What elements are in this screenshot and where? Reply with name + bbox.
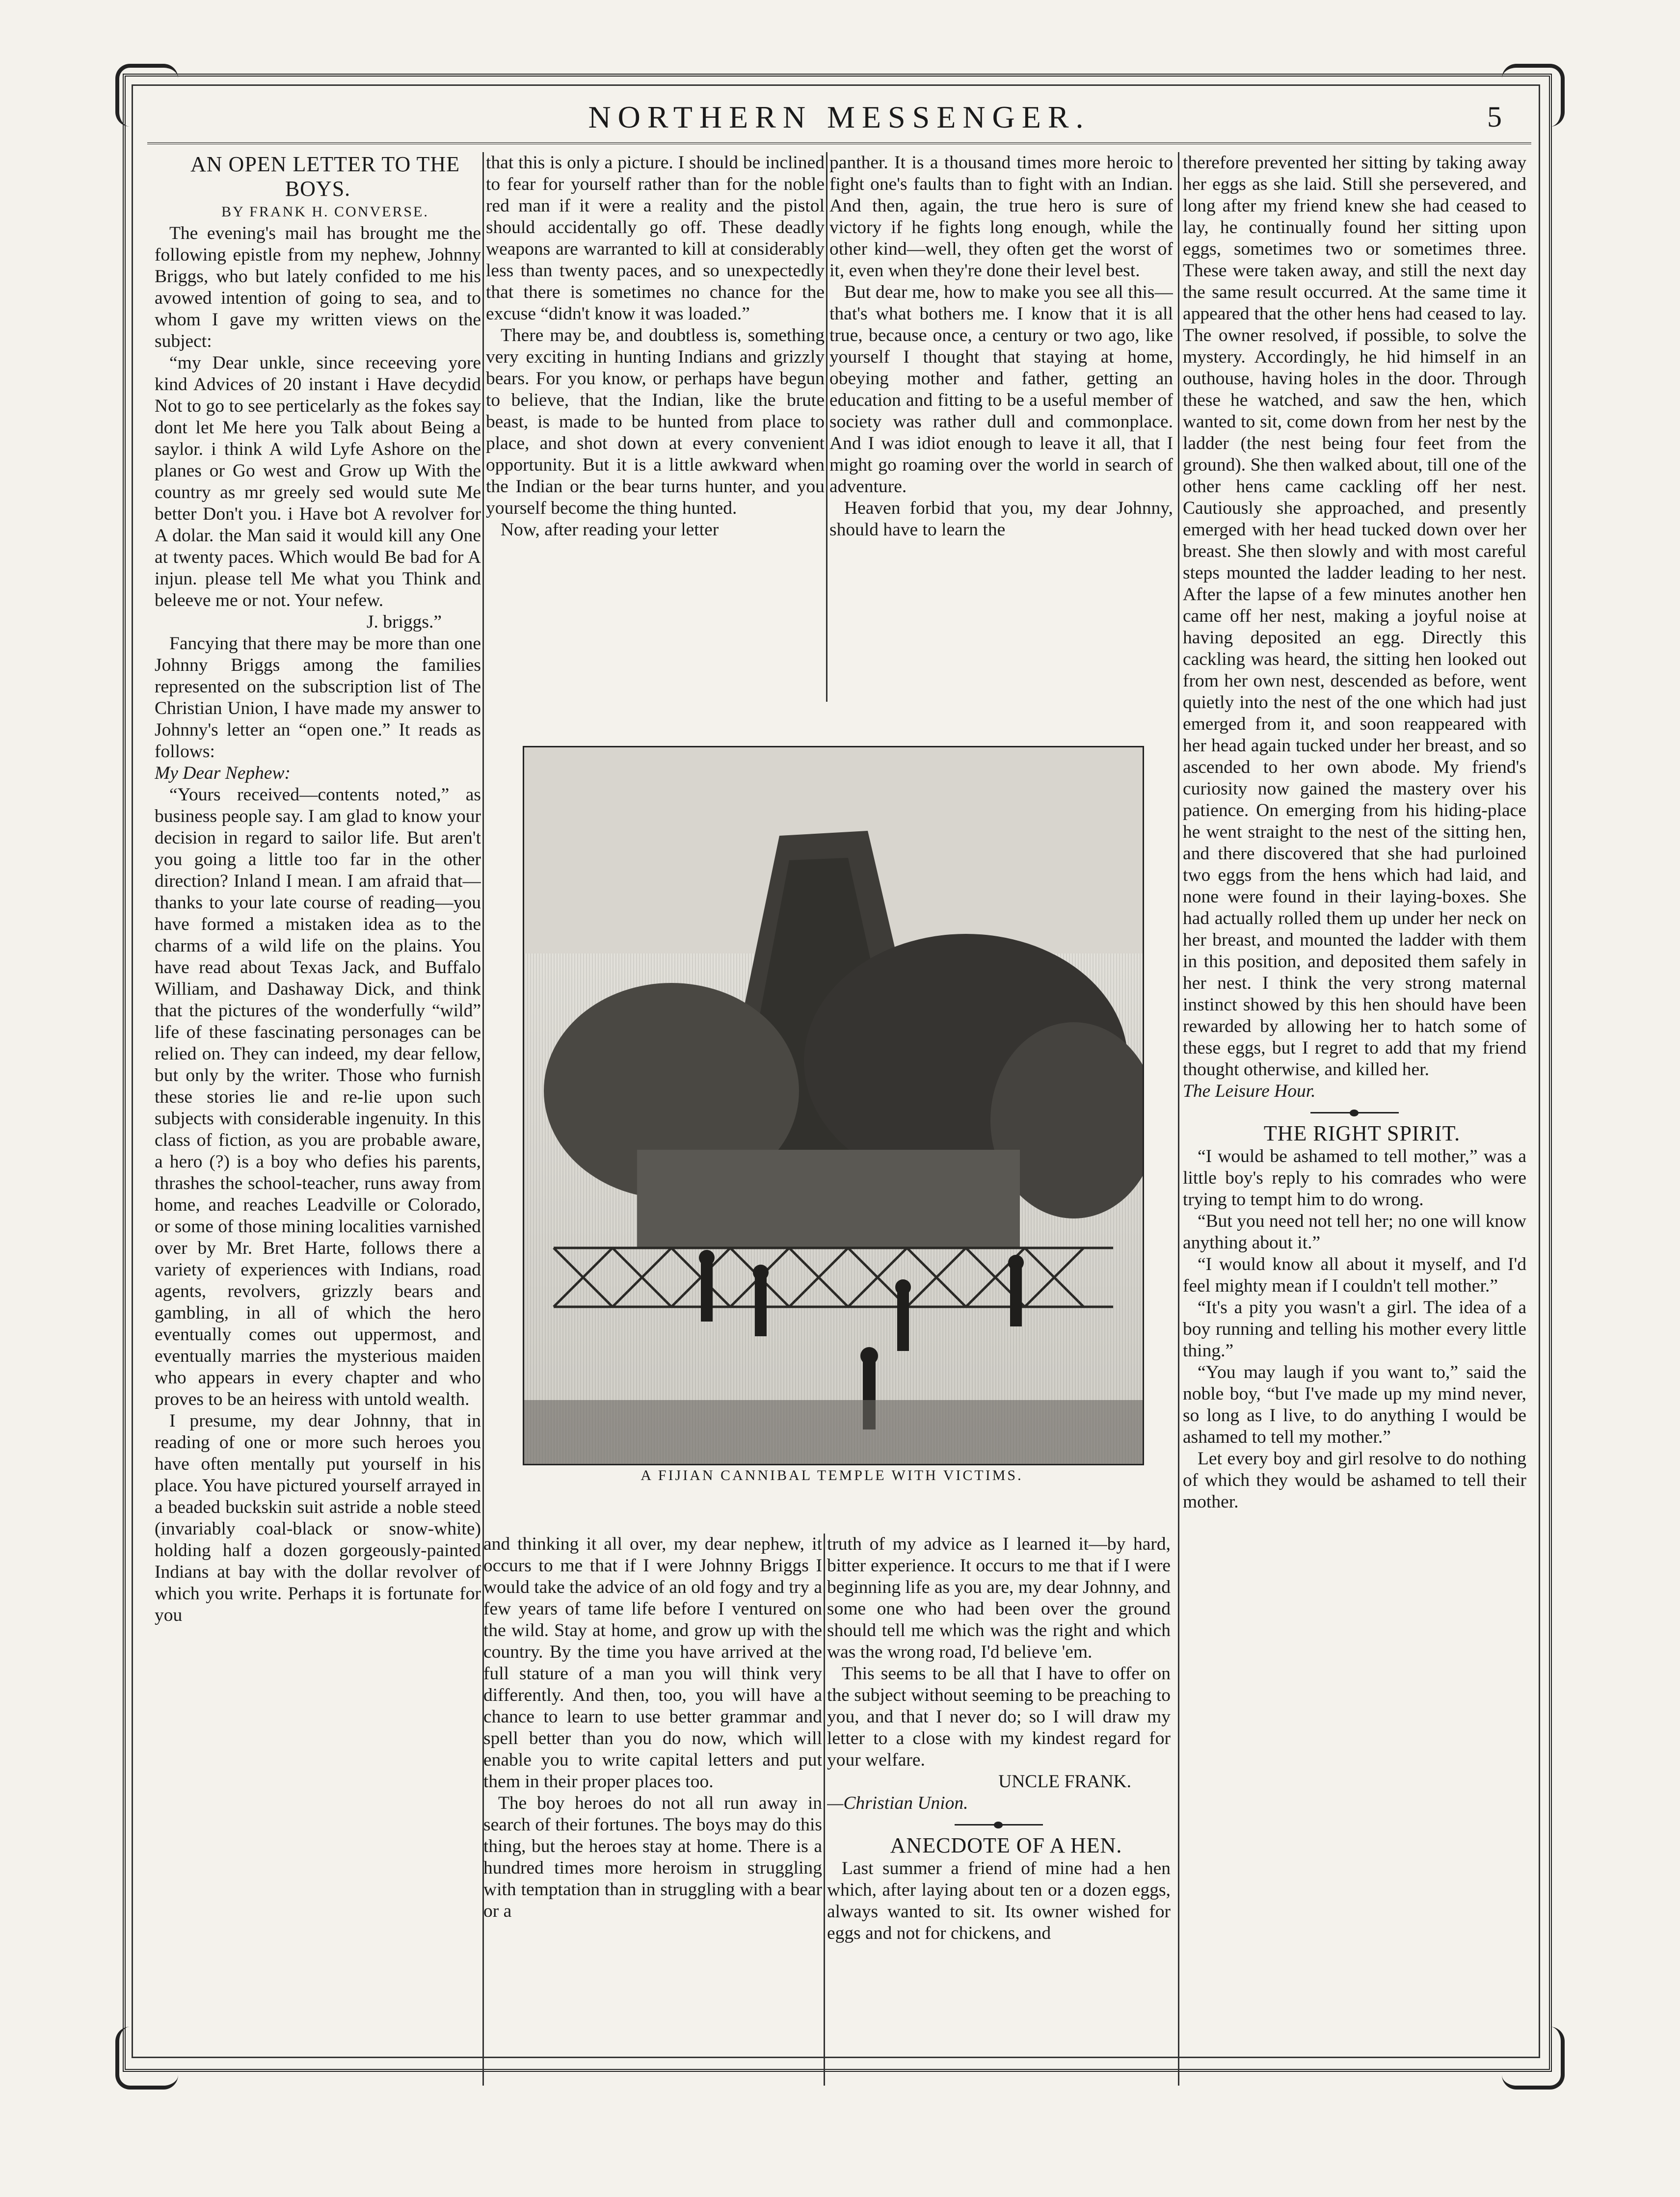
paragraph: “Yours received—contents noted,” as business people say. I am glad to know your decision in regard to sailor life. But aren't you going a little too far in the other direction? Inland I mean. I am afraid that—thanks to your late course of reading—you have formed a mistaken idea as to the charms of a wild life on the plains. You have read about Texas Jack, and Buffalo William, and Dashaway Dick, and think that the pictures of the wonderfully “wild” life of these fascinating personages can be relied on. They can indeed, my dear fellow, but only by the writer. Those who furnish these stories lie and re-lie upon such subjects with considerable ingenuity. In this class of fiction, as you are probable aware, a hero (?) is a boy who defies his parents, thrashes the school-teacher, runs away from home, and reaches Leadville or Colorado, or some of those mining localities varnished over by Mr. Bret Harte, follows there a variety of experiences with Indians, road agents, revolvers, grizzly bears and gambling, in all of which the hero eventually comes out uppermost, and eventually marries the mysterious maiden who appears in every chapter and who proves to be an heiress with untold wealth.	[155, 785, 481, 1409]
paragraph: panther. It is a thousand times more heroic to fight one's faults than to fight with an Indian. And then, again, the true hero is sure of victory if he fights long enough, while the other kind—well, they often get the worst of it, even when they're done their level best.	[829, 153, 1173, 281]
paragraph: “I would be ashamed to tell mother,” was a little boy's reply to his comrades who were trying to tempt him to do wrong.	[1183, 1146, 1526, 1210]
article-title: ANECDOTE OF A HEN.	[890, 1833, 1122, 1857]
paragraph: “But you need not tell her; no one will know anything about it.”	[1183, 1211, 1526, 1253]
paragraph: Fancying that there may be more than one Johnny Briggs among the families represented on the subscription list of The Christian Union, I have made my answer to Johnny's letter an “open one.” It reads as follows:	[155, 634, 481, 762]
letter-signature: UNCLE FRANK.	[998, 1772, 1131, 1792]
article-title: AN OPEN LETTER TO THE BOYS.	[190, 152, 460, 201]
paragraph: “You may laugh if you want to,” said the noble boy, “but I've made up my mind never, so long as I live, to do anything I would be ashamed to tell my mother.”	[1183, 1362, 1526, 1447]
source-credit: —Christian Union.	[827, 1793, 968, 1813]
paragraph: Last summer a friend of mine had a hen which, after laying about ten or a dozen eggs, always wanted to sit. Its owner wished for eggs and not for chickens, and	[827, 1858, 1171, 1943]
paragraph: truth of my advice as I learned it—by hard, bitter experience. It occurs to me that if I were beginning life as you are, my dear Johnny, and some one who had been over the ground should tell me which was the right and which was the wrong road, I'd believe 'em.	[827, 1534, 1171, 1662]
paragraph: The boy heroes do not all run away in search of their fortunes. The boys may do this thing, but the heroes stay at home. There is a hundred times more heroism in struggling with temptation than in struggling with a bear or a	[483, 1793, 822, 1921]
paragraph: Let every boy and girl resolve to do nothing of which they would be ashamed to tell their mother.	[1183, 1449, 1526, 1512]
column-2-top	[486, 152, 825, 694]
section-divider	[955, 1824, 1043, 1826]
source-credit: The Leisure Hour.	[1183, 1081, 1316, 1101]
salutation: My Dear Nephew:	[155, 763, 291, 783]
paragraph: “my Dear unkle, since receeving yore kind Advices of 20 instant i Have decydid Not to go to see perticelarly as the fokes say dont let Me here you Talk about Being a saylor. i think A wild Lyfe Ashore on the planes or Go west and Grow up With the country as mr greely sed would sute Me better Don't you. i Have bot A revolver for A dolar. the Man said it would kill any One at twenty paces. Which would Be bad for A injun. please tell Me what you Think and beleeve me or not. Your nefew.	[155, 353, 481, 610]
column-rule	[826, 152, 827, 702]
temple-engraving	[524, 747, 1143, 1464]
paragraph: Heaven forbid that you, my dear Johnny, should have to learn the	[829, 498, 1173, 540]
section-divider	[1310, 1112, 1399, 1113]
masthead: NORTHERN MESSENGER.	[588, 100, 1091, 134]
column-3-top	[829, 152, 1173, 694]
byline: BY FRANK H. CONVERSE.	[221, 204, 429, 220]
paragraph: therefore prevented her sitting by taking away her eggs as she laid. Still she persevered, and long after my friend knew she had ceased to lay, he continually found her sitting upon eggs, sometimes two or sometimes three. These were taken away, and still the next day the same result occurred. At the same time it appeared that the other hens had ceased to lay. The owner resolved, if possible, to solve the mystery. Accordingly, he hid himself in an outhouse, having holes in the door. Through these he watched, and saw the hen, which wanted to sit, come down from her nest by the ladder (the nest being four feet from the ground). She then walked about, till one of the other hens came cackling off her nest. Cautiously she approached, and presently emerged with her head tucked down over her breast. She then slowly and with most careful steps mounted the ladder leading to her nest. After the lapse of a few minutes another hen came off her nest, making a joyful noise at having deposited an egg. Directly this cackling was heard, the sitting hen looked out from her own nest, descended as before, went quietly into the nest of the one which had just emerged from it, and soon reappeared with her head again tucked under her breast, and so ascended to her own abode. My friend's curiosity now gained the mastery over his patience. On emerging from his hiding-place he went straight to the nest of the sitting hen, and there discovered that she had purloined two eggs from the hens which had laid, and none were found in their laying-boxes. She had actually rolled them up under her neck on her breast, and mounted the ladder with them in this position, and deposited them safely in her nest. I think the very strong maternal instinct showed by this hen should have been rewarded by allowing her to hatch some of these eggs, but I regret to add that my friend thought otherwise, and killed her.	[1183, 153, 1526, 1080]
paragraph: “It's a pity you wasn't a girl. The idea of a boy running and telling his mother every little thing.”	[1183, 1297, 1526, 1361]
paragraph: and thinking it all over, my dear nephew, it occurs to me that if I were Johnny Briggs I would take the advice of an old fogy and try a few years of tame life before I ventured on the wild. Stay at home, and grow up with the country. By the time you have arrived at the full stature of a man you will think very differently. And then, too, you will have a chance to learn to use better grammar and spell better than you do now, which will enable you to write capital letters and put them in their proper places too.	[483, 1534, 822, 1792]
letter-signature: J. briggs.”	[366, 612, 442, 632]
paragraph: “I would know all about it myself, and I'd feel mighty mean if I couldn't tell mother.”	[1183, 1254, 1526, 1296]
article-title: THE RIGHT SPIRIT.	[1263, 1121, 1461, 1145]
paragraph: There may be, and doubtless is, something very exciting in hunting Indians and grizzly bears. For you know, or perhaps have begun to believe, that the Indian, like the brute beast, is made to be hunted from place to place, and shot down at every convenient opportunity. But it is a little awkward when the Indian or the bear turns hunter, and you yourself become the thing hunted.	[486, 325, 825, 518]
column-2-bottom	[483, 1534, 822, 2086]
engraving-illustration	[523, 746, 1144, 1465]
column-rule	[824, 1534, 825, 2086]
paragraph: that this is only a picture. I should be inclined to fear for yourself rather than for the noble red man if it were a reality and the pistol should accidentally go off. These deadly weapons are warranted to kill at considerably less than twenty paces, and so unexpectedly that there is sometimes no chance for the excuse “didn't know it was loaded.”	[486, 153, 825, 324]
column-1	[155, 152, 481, 2086]
paragraph: But dear me, how to make you see all this—that's what bothers me. I know that it is all true, because once, a century or two ago, like yourself I thought that staying at home, obeying mother and father, getting an education and fitting to be a useful member of society was rather dull and commonplace. And I was idiot enough to leave it all, that I might go roaming over the world in search of adventure.	[829, 282, 1173, 497]
column-4	[1183, 152, 1526, 2086]
paragraph: I presume, my dear Johnny, that in reading of one or more such heroes you have often mentally put yourself in his place. You have pictured yourself arrayed in a beaded buckskin suit astride a noble steed (invariably coal-black or snow-white) holding half a dozen gorgeously-painted Indians at bay with the dollar revolver of which you write. Perhaps it is fortunate for you	[155, 1411, 481, 1625]
column-3-bottom	[827, 1534, 1171, 2086]
paragraph: This seems to be all that I have to offer on the subject without seeming to be preaching to you, and that I never do; so I will draw my letter to a close with my kindest regard for your welfare.	[827, 1664, 1171, 1770]
paragraph: The evening's mail has brought me the following epistle from my nephew, Johnny Briggs, who but lately confided to me his avowed intention of going to sea, and to whom I gave my written views on the subject:	[155, 223, 481, 351]
column-rule	[1178, 152, 1179, 2086]
paragraph: Now, after reading your letter	[501, 520, 719, 540]
illustration-caption: A FIJIAN CANNIBAL TEMPLE WITH VICTIMS.	[640, 1467, 1023, 1483]
page-header	[147, 98, 1531, 144]
page-number: 5	[1487, 101, 1502, 133]
